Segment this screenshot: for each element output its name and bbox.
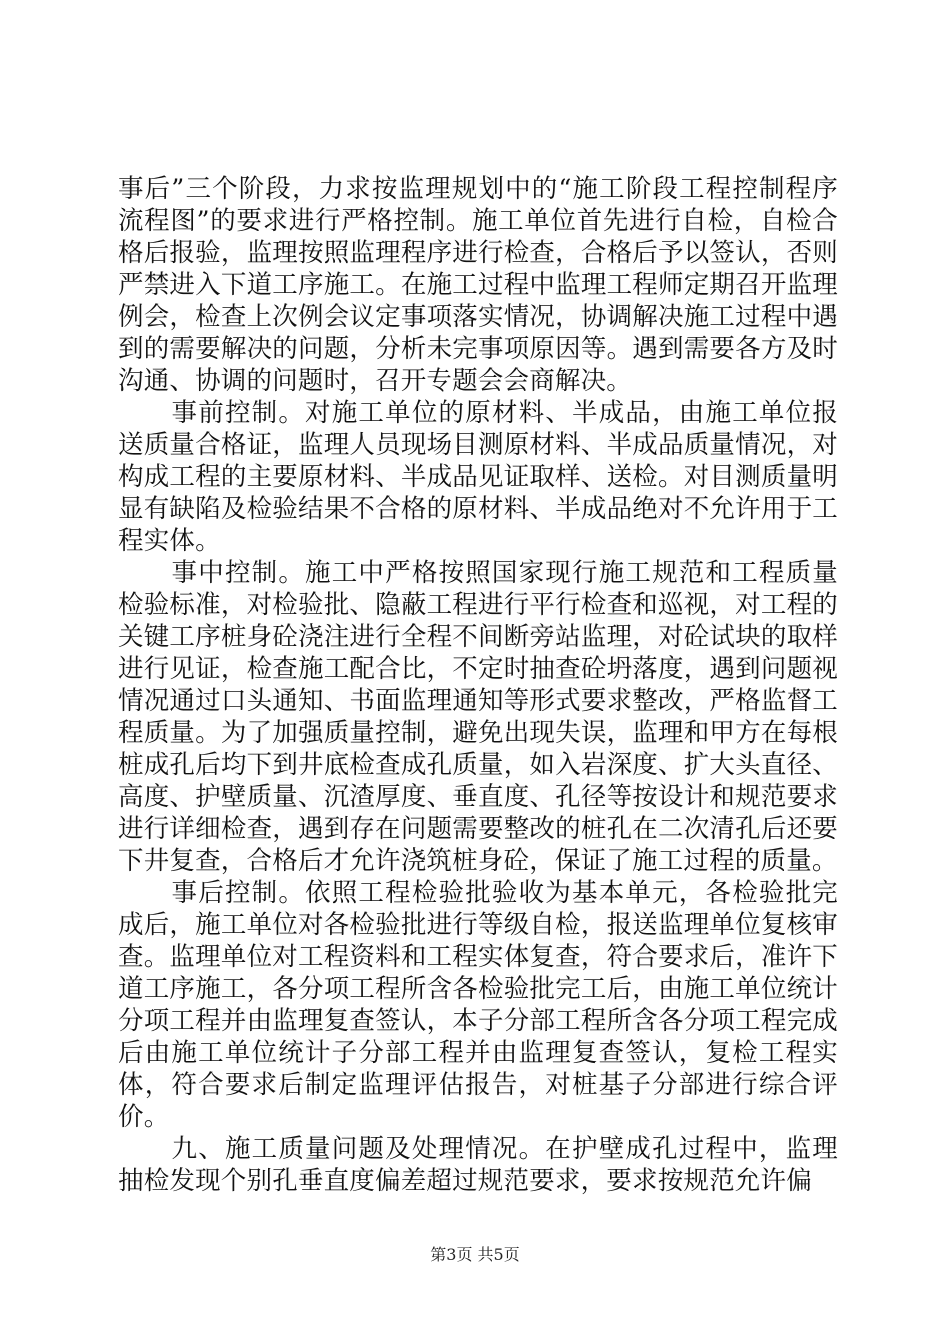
page-number-footer: 第3页 共5页 bbox=[430, 1245, 520, 1264]
paragraph-quality-issues: 九、施工质量问题及处理情况。在护壁成孔过程中，监理抽检发现个别孔垂直度偏差超过规范要求，要求按规范允许偏 bbox=[118, 1134, 838, 1196]
paragraph-in-process-control: 事中控制。施工中严格按照国家现行施工规范和工程质量检验标准，对检验批、隐蔽工程进行平行检查和巡视，对工程的关键工序桩身砼浇注进行全程不间断旁站监理，对砼试块的取样进行见证，检查施工配合比，不定时抽查砼坍落度，遇到问题视情况通过口头通知、书面监理通知等形式要求整改，严格监督工程质量。为了加强质量控制，避免出现失误，监理和甲方在每根桩成孔后均下到井底检查成孔质量，如入岩深度、扩大头直径、高度、护壁质量、沉渣厚度、垂直度、孔径等按设计和规范要求进行详细检查，遇到存在问题需要整改的桩孔在二次清孔后还要下井复查，合格后才允许浇筑桩身砼，保证了施工过程的质量。 bbox=[118, 558, 838, 876]
paragraph-post-control: 事后控制。依照工程检验批验收为基本单元，各检验批完成后，施工单位对各检验批进行等级自检，报送监理单位复核审查。监理单位对工程资料和工程实体复查，符合要求后，准许下道工序施工，各分项工程所含各检验批完工后，由施工单位统计分项工程并由监理复查签认，本子分部工程所含各分项工程完成后由施工单位统计子分部工程并由监理复查签认，复检工程实体，符合要求后制定监理评估报告，对桩基子分部进行综合评价。 bbox=[118, 878, 838, 1132]
paragraph-intro-continuation: 事后”三个阶段，力求按监理规划中的“施工阶段工程控制程序流程图”的要求进行严格控制。施工单位首先进行自检，自检合格后报验，监理按照监理程序进行检查，合格后予以签认，否则严禁进入下道工序施工。在施工过程中监理工程师定期召开监理例会，检查上次例会议定事项落实情况，协调解决施工过程中遇到的需要解决的问题，分析未完事项原因等。遇到需要各方及时沟通、协调的问题时，召开专题会会商解决。 bbox=[118, 174, 838, 396]
document-body bbox=[118, 173, 838, 1197]
paragraph-pre-control: 事前控制。对施工单位的原材料、半成品，由施工单位报送质量合格证，监理人员现场目测原材料、半成品质量情况，对构成工程的主要原材料、半成品见证取样、送检。对目测质量明显有缺陷及检验结果不合格的原材料、半成品绝对不允许用于工程实体。 bbox=[118, 398, 838, 556]
